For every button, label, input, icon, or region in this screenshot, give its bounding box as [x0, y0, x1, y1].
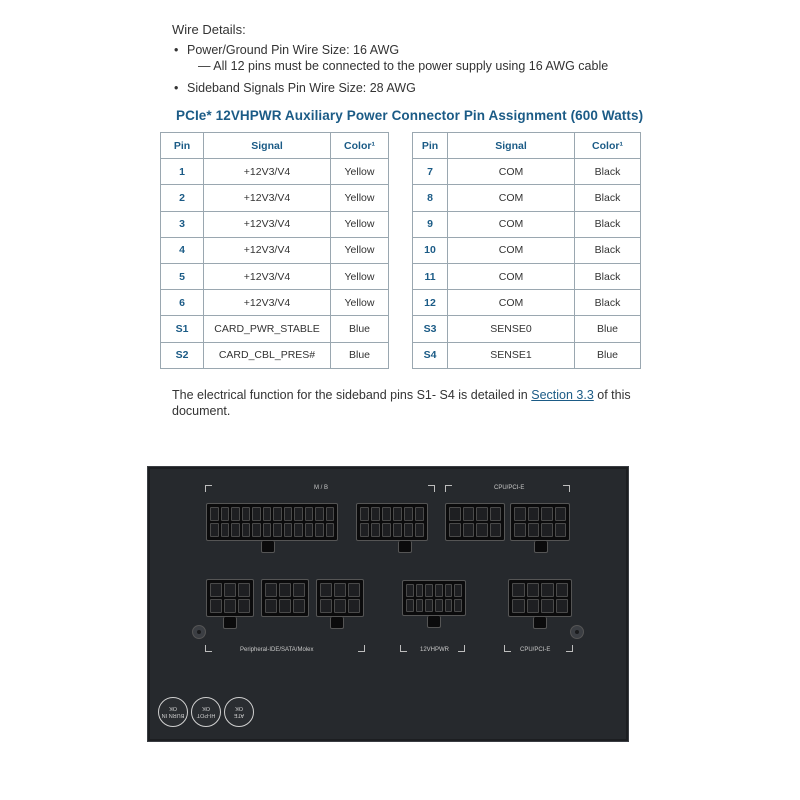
- badge-text: HI-POT: [196, 712, 216, 718]
- table-row: [161, 159, 389, 185]
- signal-cell: SENSE0: [448, 316, 575, 342]
- psu-panel: [147, 466, 629, 742]
- connector-pin: [541, 599, 554, 613]
- header-pin: Pin: [161, 133, 204, 159]
- signal-cell: +12V3/V4: [204, 290, 331, 316]
- color-cell: Yellow: [331, 211, 389, 237]
- connector-pin: [425, 584, 433, 597]
- connector-pin: [320, 583, 332, 597]
- connector-pin: [514, 523, 526, 537]
- signal-cell: COM: [448, 185, 575, 211]
- connector-pin: [476, 523, 488, 537]
- table-row: [161, 263, 389, 289]
- signal-cell: COM: [448, 237, 575, 263]
- connector-pin: [294, 507, 303, 521]
- bracket: [205, 645, 212, 652]
- pin-cell: 4: [161, 237, 204, 263]
- connector-pin: [252, 507, 261, 521]
- signal-cell: +12V3/V4: [204, 159, 331, 185]
- table-row: [413, 185, 641, 211]
- footer-pre: The electrical function for the sideband pins S1- S4 is detailed in: [172, 388, 532, 402]
- label-cpu-pcie-top: CPU/PCI-E: [494, 485, 525, 491]
- bracket: [504, 645, 511, 652]
- color-cell: Black: [575, 237, 641, 263]
- connector-pin: [528, 507, 540, 521]
- connector-pin: [527, 583, 540, 597]
- pin-cell: S4: [413, 342, 448, 368]
- connector-pin: [293, 583, 305, 597]
- table-row: [413, 342, 641, 368]
- screw-icon: [570, 625, 584, 639]
- connector-pin: [514, 507, 526, 521]
- badge-text: BURN IN: [161, 712, 185, 718]
- connector-pin: [326, 507, 335, 521]
- label-cpu-pcie-bottom: CPU/PCI-E: [520, 647, 551, 653]
- connector-pin: [231, 523, 240, 537]
- connector-pin: [273, 507, 282, 521]
- connector-pin: [334, 599, 346, 613]
- connector-pin: [315, 523, 324, 537]
- connector-pin: [284, 523, 293, 537]
- connector-pin: [326, 523, 335, 537]
- pin-cell: 9: [413, 211, 448, 237]
- connector-pin: [404, 507, 413, 521]
- pin-table-right: [412, 132, 641, 369]
- badge-text: ATE: [233, 712, 245, 718]
- color-cell: Blue: [331, 316, 389, 342]
- signal-cell: +12V3/V4: [204, 211, 331, 237]
- screw-icon: [192, 625, 206, 639]
- header-color: Color¹: [575, 133, 641, 159]
- connector-pin: [415, 507, 424, 521]
- pin-cell: S2: [161, 342, 204, 368]
- bracket: [445, 485, 452, 492]
- connector-pin: [435, 584, 443, 597]
- color-cell: Black: [575, 159, 641, 185]
- signal-cell: COM: [448, 159, 575, 185]
- connector-pin: [382, 523, 391, 537]
- connector-pin: [541, 523, 553, 537]
- mb-24pin-connector: [206, 503, 338, 541]
- label-12vhpwr: 12VHPWR: [420, 647, 450, 653]
- connector-pin: [541, 507, 553, 521]
- connector-pin: [224, 583, 236, 597]
- bracket: [458, 645, 465, 652]
- burn-in-ok-badge: [158, 697, 188, 727]
- pin-cell: S1: [161, 316, 204, 342]
- connector-pin: [454, 599, 462, 612]
- badge-text: OK: [202, 705, 210, 711]
- table-row: [161, 290, 389, 316]
- connector-pin: [371, 507, 380, 521]
- connector-latch: [398, 541, 412, 553]
- bracket: [358, 645, 365, 652]
- pin-cell: 10: [413, 237, 448, 263]
- connector-pin: [463, 523, 475, 537]
- connector-pin: [284, 507, 293, 521]
- connector-pin: [449, 523, 461, 537]
- 12vhpwr-connector: [402, 580, 466, 616]
- connector-pin: [476, 507, 488, 521]
- table-row: [413, 211, 641, 237]
- connector-pin: [224, 599, 236, 613]
- connector-pin: [404, 523, 413, 537]
- wire-bullet-power: • Power/Ground Pin Wire Size: 16 AWG: [187, 43, 399, 57]
- header-signal: Signal: [448, 133, 575, 159]
- wire-bullet-sideband: • Sideband Signals Pin Wire Size: 28 AWG: [187, 81, 416, 95]
- connector-pin: [435, 599, 443, 612]
- signal-cell: +12V3/V4: [204, 185, 331, 211]
- connector-pin: [242, 507, 251, 521]
- connector-pin: [293, 599, 305, 613]
- connector-pin: [210, 523, 219, 537]
- connector-pin: [221, 523, 230, 537]
- connector-latch: [533, 617, 547, 629]
- table-header-row: [161, 133, 389, 159]
- connector-pin: [305, 507, 314, 521]
- bracket: [400, 645, 407, 652]
- connector-latch: [223, 617, 237, 629]
- bracket: [566, 645, 573, 652]
- color-cell: Black: [575, 263, 641, 289]
- connector-pin: [393, 523, 402, 537]
- pin-cell: S3: [413, 316, 448, 342]
- pin-cell: 12: [413, 290, 448, 316]
- connector-pin: [445, 584, 453, 597]
- wire-details-heading: Wire Details:: [172, 22, 246, 37]
- connector-pin: [320, 599, 332, 613]
- connector-pin: [512, 583, 525, 597]
- connector-pin: [273, 523, 282, 537]
- connector-pin: [416, 584, 424, 597]
- pin-cell: 7: [413, 159, 448, 185]
- color-cell: Yellow: [331, 290, 389, 316]
- connector-pin: [449, 507, 461, 521]
- table-row: [161, 185, 389, 211]
- connector-pin: [210, 599, 222, 613]
- color-cell: Black: [575, 211, 641, 237]
- table-row: [413, 263, 641, 289]
- connector-pin: [265, 583, 277, 597]
- connector-pin: [425, 599, 433, 612]
- signal-cell: SENSE1: [448, 342, 575, 368]
- table-row: [413, 316, 641, 342]
- connector-pin: [210, 583, 222, 597]
- signal-cell: COM: [448, 263, 575, 289]
- connector-pin: [242, 523, 251, 537]
- badge-text: OK: [169, 705, 177, 711]
- connector-pin: [463, 507, 475, 521]
- pin-cell: 3: [161, 211, 204, 237]
- color-cell: Yellow: [331, 237, 389, 263]
- bracket: [205, 485, 212, 492]
- color-cell: Blue: [331, 342, 389, 368]
- color-cell: Black: [575, 185, 641, 211]
- table-header-row: [413, 133, 641, 159]
- connector-pin: [527, 599, 540, 613]
- connector-pin: [360, 523, 369, 537]
- connector-pin: [556, 599, 569, 613]
- table-row: [413, 159, 641, 185]
- connector-pin: [263, 523, 272, 537]
- connector-pin: [221, 507, 230, 521]
- ate-ok-badge: [224, 697, 254, 727]
- color-cell: Yellow: [331, 263, 389, 289]
- label-mb: M / B: [314, 485, 329, 491]
- table-row: [413, 237, 641, 263]
- pin-cell: 5: [161, 263, 204, 289]
- connector-pin: [406, 599, 414, 612]
- connector-pin: [279, 599, 291, 613]
- connector-pin: [445, 599, 453, 612]
- connector-pin: [555, 507, 567, 521]
- connector-pin: [315, 507, 324, 521]
- hi-pot-ok-badge: [191, 697, 221, 727]
- connector-pin: [416, 599, 424, 612]
- signal-cell: COM: [448, 290, 575, 316]
- pin-cell: 1: [161, 159, 204, 185]
- connector-pin: [238, 599, 250, 613]
- connector-pin: [348, 599, 360, 613]
- connector-pin: [348, 583, 360, 597]
- cpu-8pin-connector-2: [510, 503, 570, 541]
- connector-pin: [454, 584, 462, 597]
- label-peripheral: Peripheral-IDE/SATA/Molex: [240, 647, 314, 653]
- signal-cell: +12V3/V4: [204, 263, 331, 289]
- cpu-8pin-connector-1: [445, 503, 505, 541]
- connector-pin: [512, 599, 525, 613]
- connector-pin: [231, 507, 240, 521]
- table-row: [413, 290, 641, 316]
- peripheral-connector-2: [261, 579, 309, 617]
- connector-pin: [556, 583, 569, 597]
- peripheral-connector-1: [206, 579, 254, 617]
- connector-pin: [265, 599, 277, 613]
- connector-pin: [238, 583, 250, 597]
- pin-table-left: [160, 132, 389, 369]
- pin-cell: 2: [161, 185, 204, 211]
- pin-cell: 11: [413, 263, 448, 289]
- footer-text-line2: document.: [172, 404, 231, 418]
- bracket: [428, 485, 435, 492]
- connector-pin: [541, 583, 554, 597]
- color-cell: Blue: [575, 316, 641, 342]
- color-cell: Yellow: [331, 159, 389, 185]
- connector-pin: [382, 507, 391, 521]
- peripheral-connector-3: [316, 579, 364, 617]
- connector-pin: [490, 507, 502, 521]
- color-cell: Blue: [575, 342, 641, 368]
- signal-cell: CARD_PWR_STABLE: [204, 316, 331, 342]
- signal-cell: CARD_CBL_PRES#: [204, 342, 331, 368]
- connector-pin: [555, 523, 567, 537]
- footer-text: [172, 388, 631, 402]
- connector-pin: [360, 507, 369, 521]
- mb-12pin-connector: [356, 503, 428, 541]
- connector-pin: [371, 523, 380, 537]
- connector-pin: [263, 507, 272, 521]
- connector-pin: [415, 523, 424, 537]
- header-signal: Signal: [204, 133, 331, 159]
- color-cell: Black: [575, 290, 641, 316]
- connector-latch: [330, 617, 344, 629]
- connector-pin: [406, 584, 414, 597]
- badge-text: OK: [235, 705, 243, 711]
- connector-latch: [427, 616, 441, 628]
- wire-bullet-power-note: — All 12 pins must be connected to the power supply using 16 AWG cable: [198, 59, 609, 73]
- connector-pin: [252, 523, 261, 537]
- table-row: [161, 342, 389, 368]
- connector-pin: [490, 523, 502, 537]
- bracket: [563, 485, 570, 492]
- connector-pin: [294, 523, 303, 537]
- connector-latch: [261, 541, 275, 553]
- connector-pin: [210, 507, 219, 521]
- section-link[interactable]: Section 3.3: [531, 388, 594, 402]
- color-cell: Yellow: [331, 185, 389, 211]
- table-row: [161, 237, 389, 263]
- cpu-pcie-connector-bottom: [508, 579, 572, 617]
- connector-pin: [393, 507, 402, 521]
- connector-latch: [534, 541, 548, 553]
- table-row: [161, 211, 389, 237]
- connector-pin: [528, 523, 540, 537]
- connector-pin: [305, 523, 314, 537]
- connector-pin: [279, 583, 291, 597]
- table-title: PCIe* 12VHPWR Auxiliary Power Connector Pin Assignment (600 Watts): [176, 108, 644, 123]
- pin-cell: 6: [161, 290, 204, 316]
- header-pin: Pin: [413, 133, 448, 159]
- table-row: [161, 316, 389, 342]
- header-color: Color¹: [331, 133, 389, 159]
- signal-cell: COM: [448, 211, 575, 237]
- pin-cell: 8: [413, 185, 448, 211]
- connector-pin: [334, 583, 346, 597]
- footer-post: of this: [593, 388, 631, 402]
- signal-cell: +12V3/V4: [204, 237, 331, 263]
